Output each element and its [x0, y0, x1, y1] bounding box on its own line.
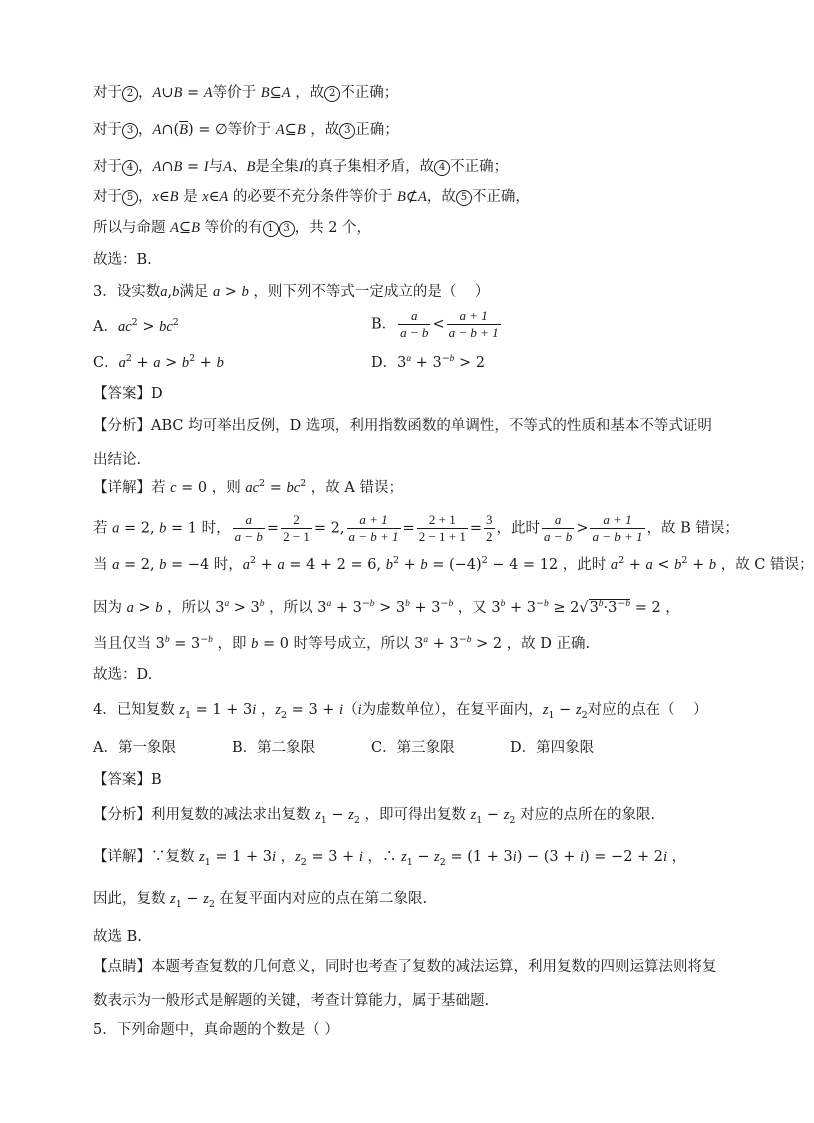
question-4-comment: 【点睛】本题考查复数的几何意义，同时也考查了复数的减法运算，利用复数的四则运算法则将复数表示为一般形式是解题的关键，考查计算能力，属于基础题.: [93, 959, 717, 1009]
question-3-detail: 因为 a > b ，所以 $3^a > 3^b$ ，所以 $3^a + 3^{-b} > 3^b + 3^{-b}$ ，又 $3^b + 3^{-b} \ge 2√3^b\cdot 3^{-b} = 2$ ，: [93, 598, 680, 616]
text-line: 所以与命题 A⊆B 等价的有 1 3 ，共 2 个，: [93, 220, 372, 236]
question-3-option-a: A．$ac^2 > bc^2$: [93, 317, 179, 335]
question-4-option-c: C．第三象限: [371, 740, 455, 756]
question-4-analysis: 【分析】利用复数的减法求出复数 $z_1 - z_2$ ，即可得出复数 $z_1 - z_2$ 对应的点所在的象限.: [93, 807, 656, 826]
question-3-detail: 当 a = 2, b = −4 时，$a^2 + a = 4 + 2 = 6$, $b^2 + b = (-4)^2 - 4 = 12$ ，此时 $a^2 + a < b^2 + b$ ，故 C 错误；: [93, 555, 814, 573]
text-line: 对于 2 ，A∪B = A等价于 B⊆A ，故 2 不正确；: [93, 85, 399, 101]
question-3-detail: 若 a = 2, b = 1 时， $\frac{a}{a - b}$ = $\frac{2}{2 - 1}$ = 2, $\frac{a + 1}{a - b + 1}$ = $\frac{2 + 1}{2 - 1 + 1}$ = $\frac{3}{2}$ ，此时 $\frac{a}{a - b}$ > $\frac{a + 1}{a - b + 1}$ ，故 B 错误；: [93, 512, 739, 544]
question-4-stem: 4．已知复数 $z_1 = 1 + 3i$ ，$z_2 = 3 + i(i$为虚数单位），在复平面内，$z_1 - z_2$对应的点在（ ）: [93, 702, 708, 721]
question-3-option-d: D．$3^a + 3^{-b} > 2$: [371, 353, 486, 371]
text-line: 对于 4 ，A∩B = I与A、B是全集I的真子集相矛盾，故 4 不正确；: [93, 159, 509, 175]
question-4-detail: 因此，复数 $z_1 - z_2$ 在复平面内对应的点在第二象限.: [93, 891, 428, 910]
question-3-option-b: B． $\frac{a}{a - b}$ < $\frac{a + 1}{a - b + 1}$: [371, 308, 499, 340]
question-4-detail: 【详解】∵复数 $z_1 = 1 + 3i$ ，$z_2 = 3 + i$ ，∴ $z_1 - z_2 = (1 + 3i) - (3 + i) = -2 + 2i$ ，: [93, 849, 687, 868]
question-4-option-b: B．第二象限: [232, 740, 316, 756]
question-3-detail: 【详解】若 c = 0 ，则 $ac^2 = bc^2$ ，故 A 错误；: [93, 478, 404, 496]
question-3-detail: 当且仅当 $3^b = 3^{-b}$ ，即 b = 0 时等号成立，所以 $3^a + 3^{-b} > 2$ ，故 D 正确.: [93, 634, 591, 652]
question-3-answer: 【答案】D: [93, 386, 163, 402]
question-4-option-a: A．第一象限: [93, 740, 176, 756]
question-5-stem: 5．下列命题中，真命题的个数是（ ）: [93, 1022, 339, 1038]
question-4-option-d: D．第四象限: [510, 740, 595, 756]
question-3-analysis: 【分析】ABC 均可举出反例，D 选项，利用指数函数的单调性，不等式的性质和基本不等式证明出结论.: [93, 418, 712, 468]
text-line: 对于 5 ，x∈B 是 x∈A 的必要不充分条件等价于 B⊄A，故 5 不正确，: [93, 189, 530, 205]
text-line: 故选：B.: [93, 252, 152, 268]
question-3-choice: 故选：D.: [93, 667, 153, 683]
question-3-stem: 3．设实数a,b满足 a > b ，则下列不等式一定成立的是（ ）: [93, 284, 490, 300]
text-line: 对于 3 ，$A\cap(\overline{B})$ = ∅等价于 A⊆B ，故 3 正确；: [93, 122, 399, 138]
question-4-choice: 故选 B.: [93, 929, 142, 945]
question-4-answer: 【答案】B: [93, 772, 162, 788]
question-3-option-c: C．$a^2 + a > b^2 + b$: [93, 353, 224, 371]
